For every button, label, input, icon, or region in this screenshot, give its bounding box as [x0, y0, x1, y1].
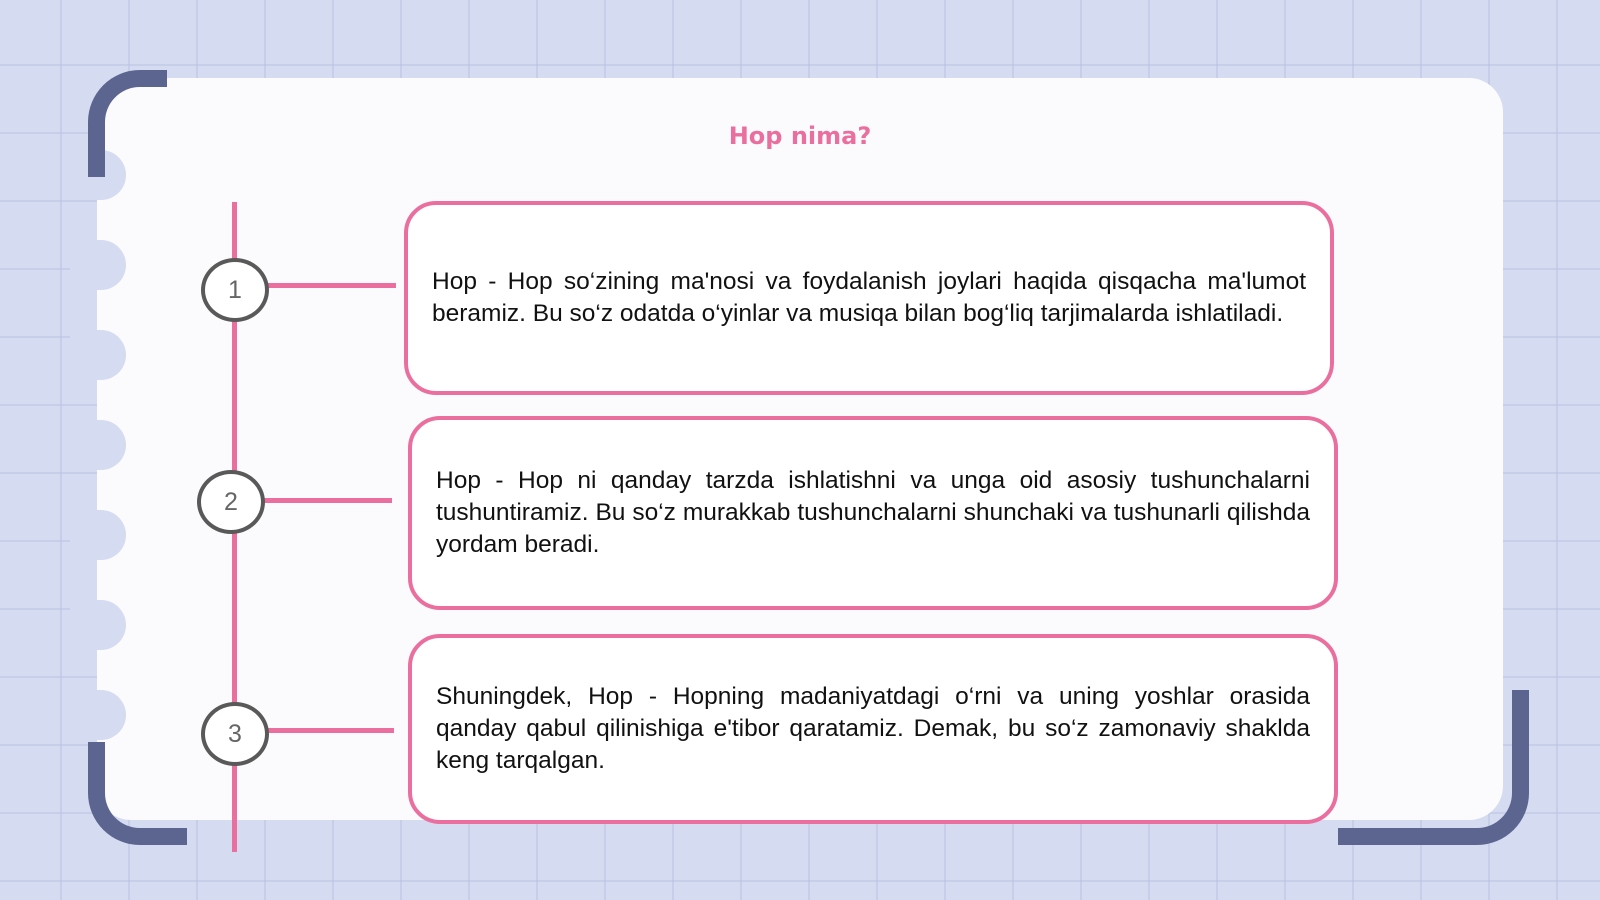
step-description: Hop - Hop so‘zining ma'nosi va foydalanish joylari haqida qisqacha ma'lumot beramiz. Bu so‘z odatda o‘yinlar va musiqa bilan bog‘liq tarjimalarda ishlatiladi. [432, 268, 1306, 327]
step-number-circle [197, 470, 265, 534]
corner-bracket-bottom-right [1338, 690, 1529, 845]
step-text-box [408, 634, 1338, 824]
binder-notch [70, 600, 126, 650]
binder-notch [70, 240, 126, 290]
binder-notch [70, 330, 126, 380]
step-text-box [408, 416, 1338, 610]
step-number-circle [201, 258, 269, 322]
step-description: Shuningdek, Hop - Hopning madaniyatdagi o‘rni va uning yoshlar orasida qanday qabul qilinishiga e'tibor qaratamiz. Demak, bu so‘z zamonaviy shaklda keng tarqalgan. [436, 683, 1310, 774]
slide-title: Hop nima? [728, 122, 872, 150]
step-connector [266, 283, 396, 288]
step-number: 2 [224, 487, 238, 516]
step-connector [266, 728, 394, 733]
step-description: Hop - Hop ni qanday tarzda ishlatishni va unga oid asosiy tushunchalarni tushuntiramiz. Bu so‘z murakkab tushunchalarni shunchaki va tushunarli qilishda yordam beradi. [436, 467, 1310, 558]
step-number: 1 [228, 275, 242, 304]
corner-bracket-top-left [88, 70, 167, 177]
corner-bracket-bottom-left [88, 742, 187, 845]
step-number: 3 [228, 719, 242, 748]
binder-notch [70, 420, 126, 470]
step-text-box [404, 201, 1334, 395]
step-connector [262, 498, 392, 503]
binder-notch [70, 510, 126, 560]
step-number-circle [201, 702, 269, 766]
binder-notch [70, 690, 126, 740]
